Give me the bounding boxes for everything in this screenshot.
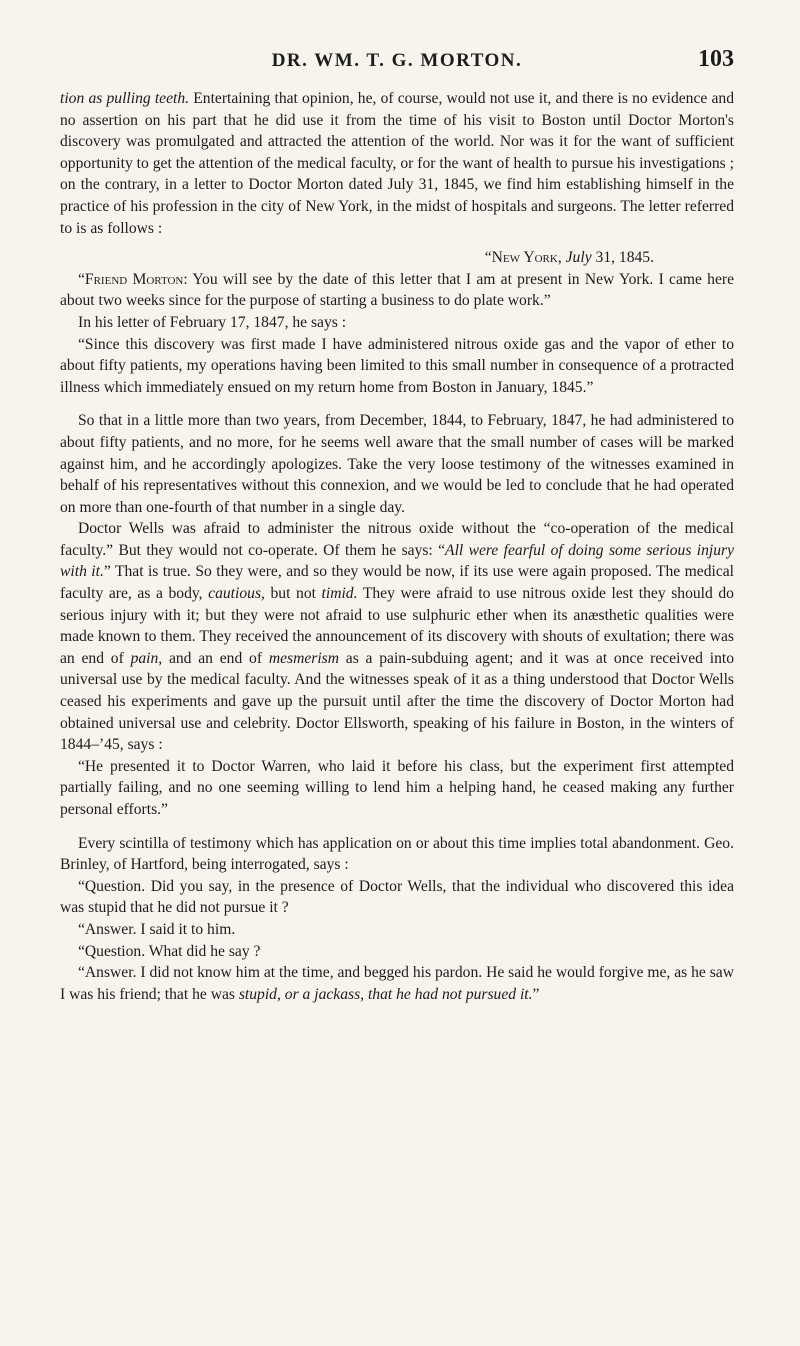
paragraph-text: Entertaining that opinion, he, of course, would not use it, and there is no evidence and no assertion on his part that he did use it from the time of his visit to Boston until Doctor Morton's discovery was promulgated and attracted the attention of the world. Nor was it for the want of sufficient opportunity to get the attention of the medical faculty, or for the want of health to pursue his investigations ; on the contrary, in a letter to Doctor Morton dated July 31, 1845, we find him establishing himself in the practice of his profession in the city of New York, in the midst of hospitals and surgeons. The letter referred to is as follows :: [60, 90, 734, 237]
italic-word: mesmerism: [268, 649, 339, 667]
text-run: “Answer. I did not know him at the time, and begged his pardon. He said he would forgive me, as he saw I was his friend; that he was: [60, 964, 734, 1003]
dateline-year: 31, 1845.: [591, 249, 654, 267]
dateline-month: July: [565, 249, 592, 267]
italic-phrase: tion as pulling teeth.: [60, 90, 190, 107]
answer-2: [60, 962, 734, 1005]
paragraph-continuation: [60, 88, 734, 239]
running-head: DR. WM. T. G. MORTON.: [271, 50, 523, 71]
page-body: [60, 88, 734, 1005]
dateline-place: “New York,: [484, 249, 562, 267]
italic-quote: stupid, or a jackass, that he had not pursued it.: [238, 985, 533, 1003]
text-run: They were afraid to use nitrous oxide lest they should do serious injury with it; but they were not afraid to use sulphuric ether when its anæsthetic qualities were made known to them. They received the announcement of its discovery with shouts of exultation; there was an end of: [60, 585, 734, 667]
question-1: “Question. Did you say, in the presence of Doctor Wells, that the individual who discovered this idea was stupid that he did not pursue it ?: [60, 877, 734, 917]
page-header: [60, 48, 734, 88]
letter-text: You will see by the date of this letter that I am at present in New York. I came here about two weeks since for the purpose of starting a business to do plate work.”: [60, 270, 734, 310]
quoted-letter: “Since this discovery was first made I have administered nitrous oxide gas and the vapor of ether to about fifty patients, my operations having been limited to this small number in consequence of a protracted illness which immediately ensued on my return home from Boston in January, 1845.”: [60, 335, 734, 396]
letter-salutation: “Friend Morton:: [78, 270, 188, 288]
letter-dateline: [60, 247, 734, 269]
text-run: Doctor Wells was afraid to administer the nitrous oxide without the “co-operation of the medical faculty.” But they would not co-operate. Of them he says: “: [60, 520, 734, 559]
paragraph-intro: In his letter of February 17, 1847, he says :: [78, 313, 347, 331]
question-2: “Question. What did he say ?: [78, 942, 261, 960]
answer-1: “Answer. I said it to him.: [78, 920, 236, 938]
text-run: as a pain-subduing agent; and it was at once received into universal use by the medical faculty. And the witnesses speak of it as a thing understood that Doctor Wells ceased his experiments and gave up the pursuit until after the time the discovery of Doctor Morton had obtained universal use and celebrity. Doctor Ellsworth, speaking of his failure in Boston, in the winters of 1844–’45, says :: [60, 649, 734, 754]
text-run: ” That is true. So they were, and so they would be now, if its use were again proposed. The medical faculty are, as a body,: [60, 563, 735, 603]
quoted-ellsworth: “He presented it to Doctor Warren, who laid it before his class, but the experiment first attempted partially failing, and no one seeming willing to lend him a helping hand, he ceased making any further personal efforts.”: [60, 757, 734, 818]
italic-word: timid.: [321, 585, 358, 603]
italic-word: pain,: [130, 649, 163, 667]
text-run: and an end of: [162, 649, 269, 667]
letter-body: [60, 269, 734, 312]
italic-word: cautious,: [208, 585, 265, 603]
paragraph-scintilla: Every scintilla of testimony which has application on or about this time implies total abandonment. Geo. Brinley, of Hartford, being interrogated, says :: [60, 834, 734, 874]
paragraph-wells: [60, 518, 734, 756]
paragraph-analysis: So that in a little more than two years, from December, 1844, to February, 1847, he had administered to about fifty patients, and no more, for he seems well aware that the small number of cases will be marked against him, and he accordingly apologizes. Take the very loose testimony of the witnesses examined in behalf of his representatives without this connexion, and we would be led to conclude that he had operated on more than one-fourth of that number in a single day.: [60, 412, 734, 516]
italic-quote: All were fearful of doing some serious injury with it.: [60, 541, 734, 581]
page-number: 103: [698, 46, 734, 72]
text-run: but not: [264, 585, 322, 603]
text-run: ”: [532, 985, 540, 1003]
